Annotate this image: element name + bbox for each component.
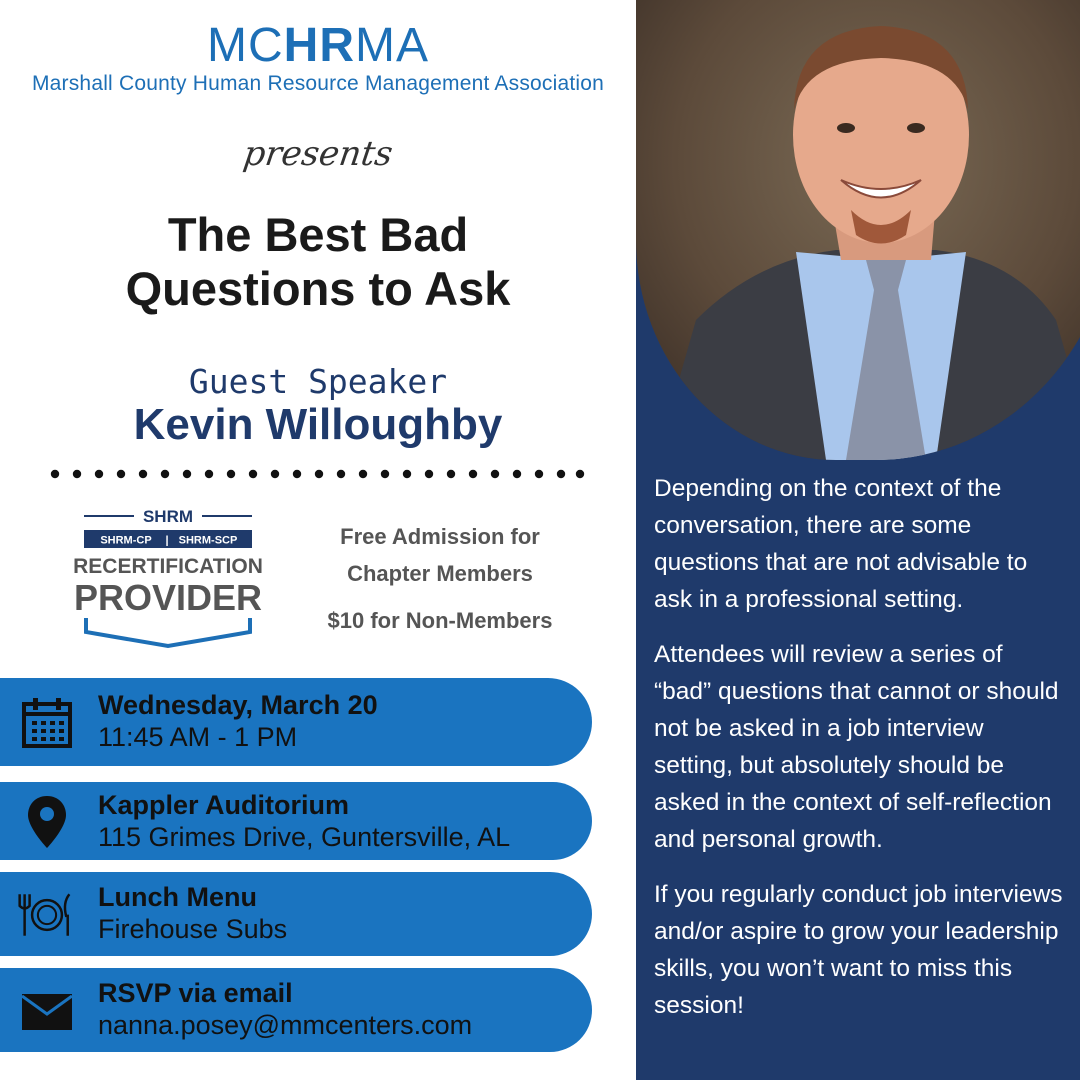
guest-speaker-label: Guest Speaker [188,362,448,401]
description-paragraph-1: Depending on the context of the conversation, there are some questions that are not advisable to ask in a professional setting. [654,475,1028,613]
date-time-pill [0,678,592,766]
svg-text:RECERTIFICATION: RECERTIFICATION [73,555,263,578]
admission-info [300,518,580,639]
org-acronym: MCHRMA [207,19,429,72]
map-pin-icon [18,792,76,850]
rsvp-email[interactable]: nanna.posey@mmcenters.com [98,1010,473,1040]
plate-utensils-icon [18,886,76,944]
envelope-icon [18,982,76,1040]
speaker-photo [636,0,1080,460]
dotted-divider [50,464,590,484]
event-description [654,470,1064,1042]
speaker-name: Kevin Willoughby [133,400,503,449]
location-pill [0,782,592,860]
presents-script: presents [240,134,396,174]
svg-text:SHRM: SHRM [142,507,194,526]
calendar-icon [18,694,76,752]
svg-text:PROVIDER: PROVIDER [73,577,263,618]
svg-text:|: | [165,534,169,547]
event-title: The Best Bad Questions to Ask [125,208,511,315]
rsvp-pill [0,968,592,1052]
lunch-title: Lunch Menu [98,882,257,912]
admission-line1: Free Admission for [340,524,540,549]
svg-text:SHRM-CP: SHRM-CP [100,534,152,547]
location-address: 115 Grimes Drive, Guntersville, AL [98,822,511,852]
lunch-pill [0,872,592,956]
date-time: 11:45 AM - 1 PM [98,722,298,752]
lunch-menu: Firehouse Subs [98,914,288,944]
admission-line2: Chapter Members [347,561,533,586]
svg-text:SHRM-SCP: SHRM-SCP [178,534,238,547]
date-title: Wednesday, March 20 [98,690,378,720]
admission-price: $10 for Non-Members [327,608,553,633]
location-title: Kappler Auditorium [98,790,350,820]
org-full-name: Marshall County Human Resource Management Association [31,72,605,95]
right-panel [636,0,1080,1080]
description-paragraph-3: If you regularly conduct job interviews and/or aspire to grow your leadership skills, you won’t want to miss this session! [654,881,1063,1019]
description-paragraph-2: Attendees will review a series of “bad” questions that cannot or should not be asked in a job interview setting, but absolutely should be asked in the context of self-reflection and personal growth. [654,641,1059,853]
rsvp-title: RSVP via email [98,978,293,1008]
shrm-recertification-logo [70,506,266,652]
